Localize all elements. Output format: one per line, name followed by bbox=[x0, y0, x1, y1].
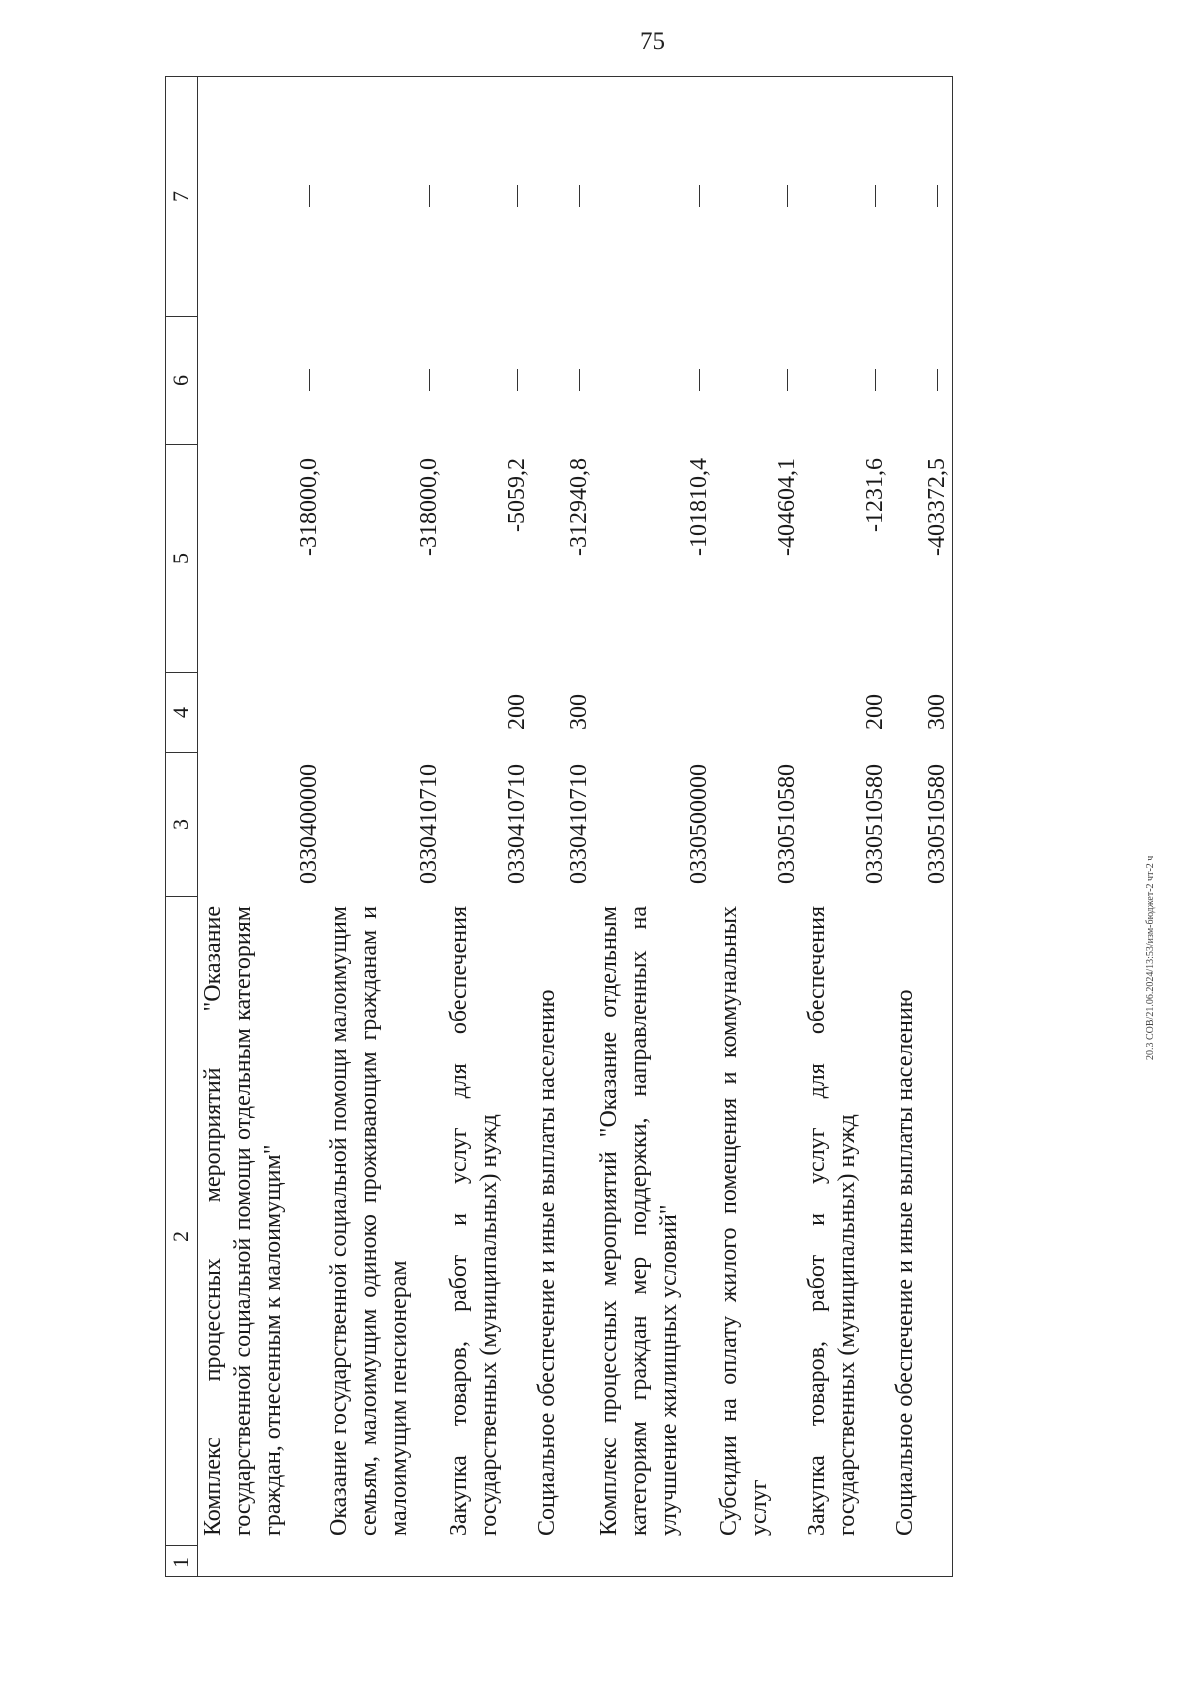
row-kvr bbox=[594, 672, 714, 752]
row-col7-empty bbox=[444, 76, 532, 316]
row-amount: -318000,0 bbox=[416, 458, 442, 556]
empty-dash bbox=[309, 186, 310, 208]
row-col7-empty bbox=[324, 76, 444, 316]
row-col7-empty bbox=[532, 76, 594, 316]
row-code: 0330410710 bbox=[504, 764, 530, 884]
row-description: Социальное обеспечение и иные выплаты населению bbox=[892, 989, 918, 1536]
row-code: 0330410710 bbox=[566, 764, 592, 884]
row-description: Комплекс процессных мероприятий "Оказание отдельным категориям граждан мер поддержки, направленных на улучшение жилищных условий" bbox=[596, 906, 682, 1536]
empty-dash bbox=[517, 186, 518, 208]
empty-dash bbox=[429, 186, 430, 208]
row-col7-empty bbox=[714, 76, 802, 316]
row-col6-empty bbox=[714, 316, 802, 444]
empty-dash bbox=[699, 369, 700, 391]
page-number: 75 bbox=[640, 28, 665, 55]
header-col-2-label: 2 bbox=[168, 1231, 193, 1242]
empty-dash bbox=[517, 369, 518, 391]
empty-dash bbox=[429, 369, 430, 391]
row-code: 0330510580 bbox=[774, 764, 800, 884]
row-col6-empty bbox=[198, 316, 324, 444]
row-description: Комплекс процессных мероприятий "Оказание государственной социальной помощи отдельным категориям граждан, отнесенным к малоимущим" bbox=[200, 906, 286, 1536]
row-amount: -5059,2 bbox=[504, 458, 530, 532]
empty-dash bbox=[875, 369, 876, 391]
empty-dash bbox=[309, 369, 310, 391]
row-col7-empty bbox=[890, 76, 952, 316]
row-col7-empty bbox=[802, 76, 890, 316]
empty-dash bbox=[937, 369, 938, 391]
row-kvr bbox=[714, 672, 802, 752]
row-col6-empty bbox=[444, 316, 532, 444]
row-description: Закупка товаров, работ и услуг для обеспечения государственных (муниципальных) нужд bbox=[804, 906, 860, 1536]
row-col6-empty bbox=[802, 316, 890, 444]
row-amount: -404604,1 bbox=[774, 458, 800, 556]
empty-dash bbox=[699, 186, 700, 208]
header-col-4: 4 bbox=[166, 672, 198, 752]
document-stamp: 20.3 СОВ/21.06.2024/13:53/изм-бюджет-2 чт-2 ч bbox=[1145, 855, 1156, 1060]
row-kvr: 300 bbox=[924, 694, 950, 730]
row-col7-empty bbox=[198, 76, 324, 316]
empty-dash bbox=[579, 186, 580, 208]
row-amount: -403372,5 bbox=[924, 458, 950, 556]
row-description: Оказание государственной социальной помощи малоимущим семьям, малоимущим одиноко проживающим гражданам и малоимущим пенсионерам bbox=[326, 906, 412, 1536]
row-kvr: 200 bbox=[504, 694, 530, 730]
row-description: Закупка товаров, работ и услуг для обеспечения государственных (муниципальных) нужд bbox=[446, 906, 502, 1536]
row-code: 0330410710 bbox=[416, 764, 442, 884]
row-col6-empty bbox=[890, 316, 952, 444]
row-code: 0330510580 bbox=[924, 764, 950, 884]
row-amount: -1231,6 bbox=[862, 458, 888, 532]
row-amount: -318000,0 bbox=[296, 458, 322, 556]
header-col-5: 5 bbox=[166, 444, 198, 672]
row-description: Социальное обеспечение и иные выплаты населению bbox=[534, 989, 560, 1536]
header-col-1-label: 1 bbox=[168, 1557, 193, 1568]
header-col-6: 6 bbox=[166, 316, 198, 444]
empty-dash bbox=[937, 186, 938, 208]
row-code: 0330510580 bbox=[862, 764, 888, 884]
row-kvr bbox=[324, 672, 444, 752]
row-col6-empty bbox=[532, 316, 594, 444]
row-code: 0330500000 bbox=[686, 764, 712, 884]
empty-dash bbox=[787, 186, 788, 208]
row-amount: -101810,4 bbox=[686, 458, 712, 556]
row-kvr: 300 bbox=[566, 694, 592, 730]
empty-dash bbox=[787, 369, 788, 391]
row-col6-empty bbox=[594, 316, 714, 444]
row-description: Субсидии на оплату жилого помещения и коммунальных услуг bbox=[716, 906, 772, 1536]
row-col6-empty bbox=[324, 316, 444, 444]
header-col-1-divider bbox=[166, 1545, 198, 1546]
row-amount: -312940,8 bbox=[566, 458, 592, 556]
row-code: 0330400000 bbox=[296, 764, 322, 884]
row-col7-empty bbox=[594, 76, 714, 316]
row-kvr: 200 bbox=[862, 694, 888, 730]
rotated-table-wrapper bbox=[165, 77, 1005, 1577]
empty-dash bbox=[579, 369, 580, 391]
row-kvr bbox=[198, 672, 324, 752]
header-col-3: 3 bbox=[166, 752, 198, 896]
budget-table bbox=[165, 76, 953, 1577]
header-col-7: 7 bbox=[166, 76, 198, 316]
empty-dash bbox=[875, 186, 876, 208]
header-col-2 bbox=[166, 896, 198, 1576]
